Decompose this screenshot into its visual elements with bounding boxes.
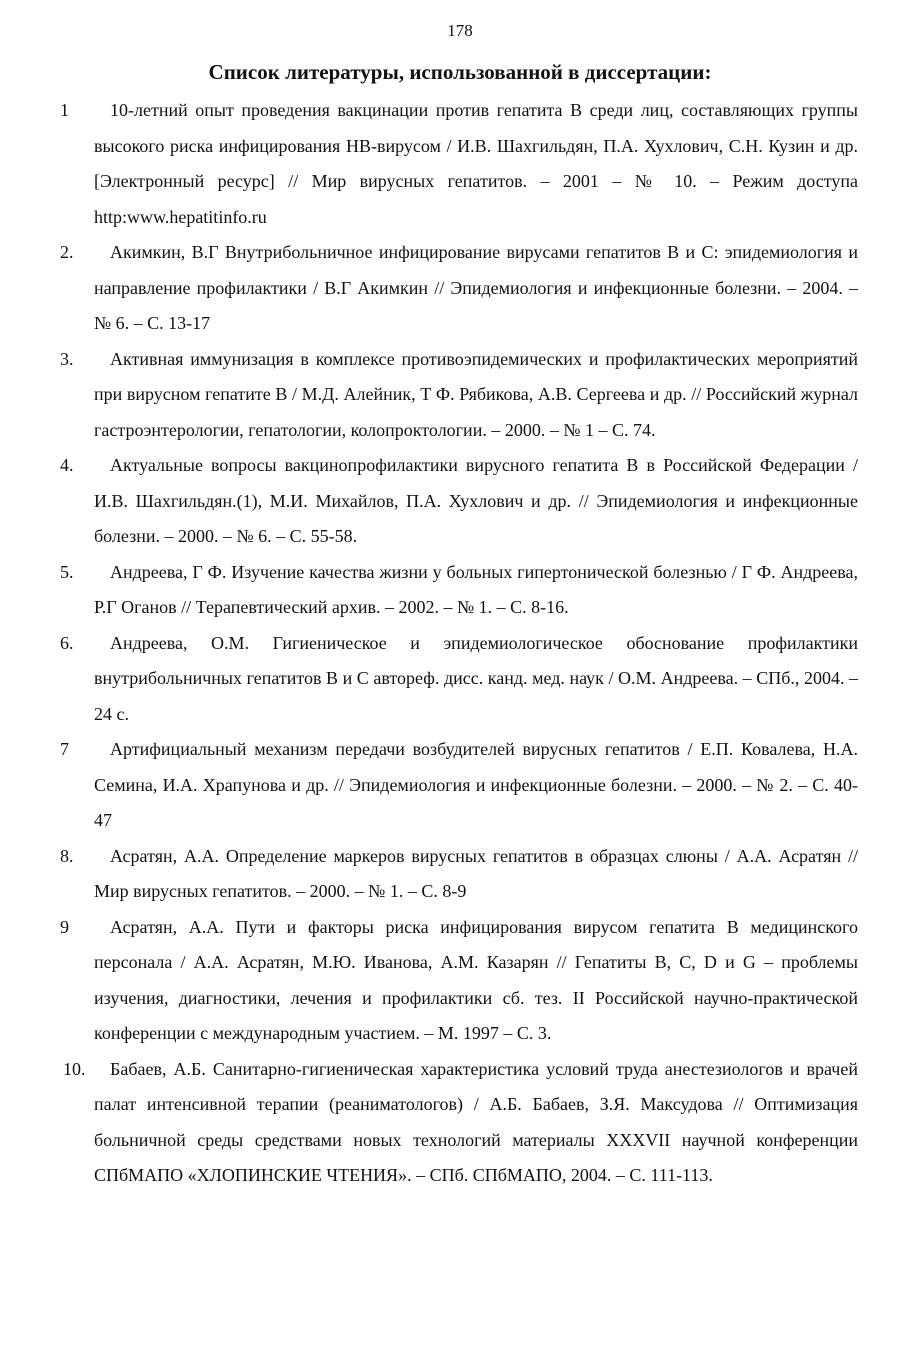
reference-number: 4.: [60, 455, 74, 475]
reference-item: [0, 555, 858, 626]
reference-number: 5.: [60, 561, 74, 582]
reference-number: 9: [60, 916, 69, 937]
reference-text: Бабаев, А.Б. Санитарно-гигиеническая характеристика условий труда анестезиологов и врачей палат интенсивной терапии (реаниматологов) / А.Б. Бабаев, З.Я. Максудова // Оптимизация больничной среды средствами новых технологий материалы XXXVII научной конференции СПбМАПО «ХЛОПИНСКИЕ ЧТЕНИЯ». – СПб. СПбМАПО, 2004. – С. 111-113.: [94, 1058, 858, 1185]
reference-text: 10-летний опыт проведения вакцинации против гепатита В среди лиц, составляющих группы высокого риска инфицирования НВ-вирусом / И.В. Шахгильдян, П.А. Хухлович, С.Н. Кузин и др. [Электронный ресурс] // Мир вирусных гепатитов. – 2001 – № 10. – Режим доступа http:www.hepatitinfo.ru: [94, 100, 858, 227]
reference-item: [0, 342, 858, 449]
reference-number: 6.: [60, 632, 74, 653]
reference-item: [0, 235, 858, 342]
reference-list: [0, 93, 920, 1194]
reference-number: 8.: [60, 845, 74, 866]
reference-item: [0, 732, 858, 839]
reference-item: [0, 1052, 858, 1194]
reference-item: [0, 626, 858, 733]
page-title: Список литературы, использованной в диссертации:: [208, 60, 712, 84]
reference-item: [0, 448, 858, 555]
reference-number: 7: [60, 739, 69, 759]
reference-item: [0, 93, 858, 235]
reference-number: 1: [60, 100, 69, 120]
reference-number: 2.: [60, 242, 74, 262]
page-number: 178: [447, 21, 473, 40]
reference-number: 10.: [63, 1058, 86, 1079]
reference-text: Артифициальный механизм передачи возбудителей вирусных гепатитов / Е.П. Ковалева, Н.А. Семина, И.А. Храпунова и др. // Эпидемиология и инфекционные болезни. – 2000. – № 2. – С. 40-47: [94, 739, 858, 830]
reference-text: Актуальные вопросы вакцинопрофилактики вирусного гепатита В в Российской Федерации / И.В. Шахгильдян.(1), М.И. Михайлов, П.А. Хухлович и др. // Эпидемиология и инфекционные болезни. – 2000. – № 6. – С. 55-58.: [94, 455, 858, 546]
reference-text: Асратян, А.А. Пути и факторы риска инфицирования вирусом гепатита В медицинского персонала / А.А. Асратян, М.Ю. Иванова, А.М. Казарян // Гепатиты В, С, D и G – проблемы изучения, диагностики, лечения и профилактики сб. тез. II Российской научно-практической конференции с международным участием. – М. 1997 – С. 3.: [94, 916, 858, 1043]
reference-number: 3.: [60, 348, 74, 369]
reference-item: [0, 839, 858, 910]
reference-text: Акимкин, В.Г Внутрибольничное инфицирование вирусами гепатитов В и С: эпидемиология и направление профилактики / В.Г Акимкин // Эпидемиология и инфекционные болезни. – 2004. – № 6. – С. 13-17: [94, 242, 858, 333]
reference-text: Активная иммунизация в комплексе противоэпидемических и профилактических мероприятий при вирусном гепатите В / М.Д. Алейник, Т Ф. Рябикова, А.В. Сергеева и др. // Российский журнал гастроэнтерологии, гепатологии, колопроктологии. – 2000. – № 1 – С. 74.: [94, 348, 858, 440]
reference-text: Андреева, О.М. Гигиеническое и эпидемиологическое обоснование профилактики внутрибольничных гепатитов В и С автореф. дисс. канд. мед. наук / О.М. Андреева. – СПб., 2004. – 24 с.: [94, 632, 858, 724]
reference-item: [0, 910, 858, 1052]
reference-text: Асратян, А.А. Определение маркеров вирусных гепатитов в образцах слюны / А.А. Асратян // Мир вирусных гепатитов. – 2000. – № 1. – С. 8-9: [94, 845, 858, 901]
reference-text: Андреева, Г Ф. Изучение качества жизни у больных гипертонической болезнью / Г Ф. Андреева, Р.Г Оганов // Терапевтический архив. – 2002. – № 1. – С. 8-16.: [94, 561, 858, 617]
